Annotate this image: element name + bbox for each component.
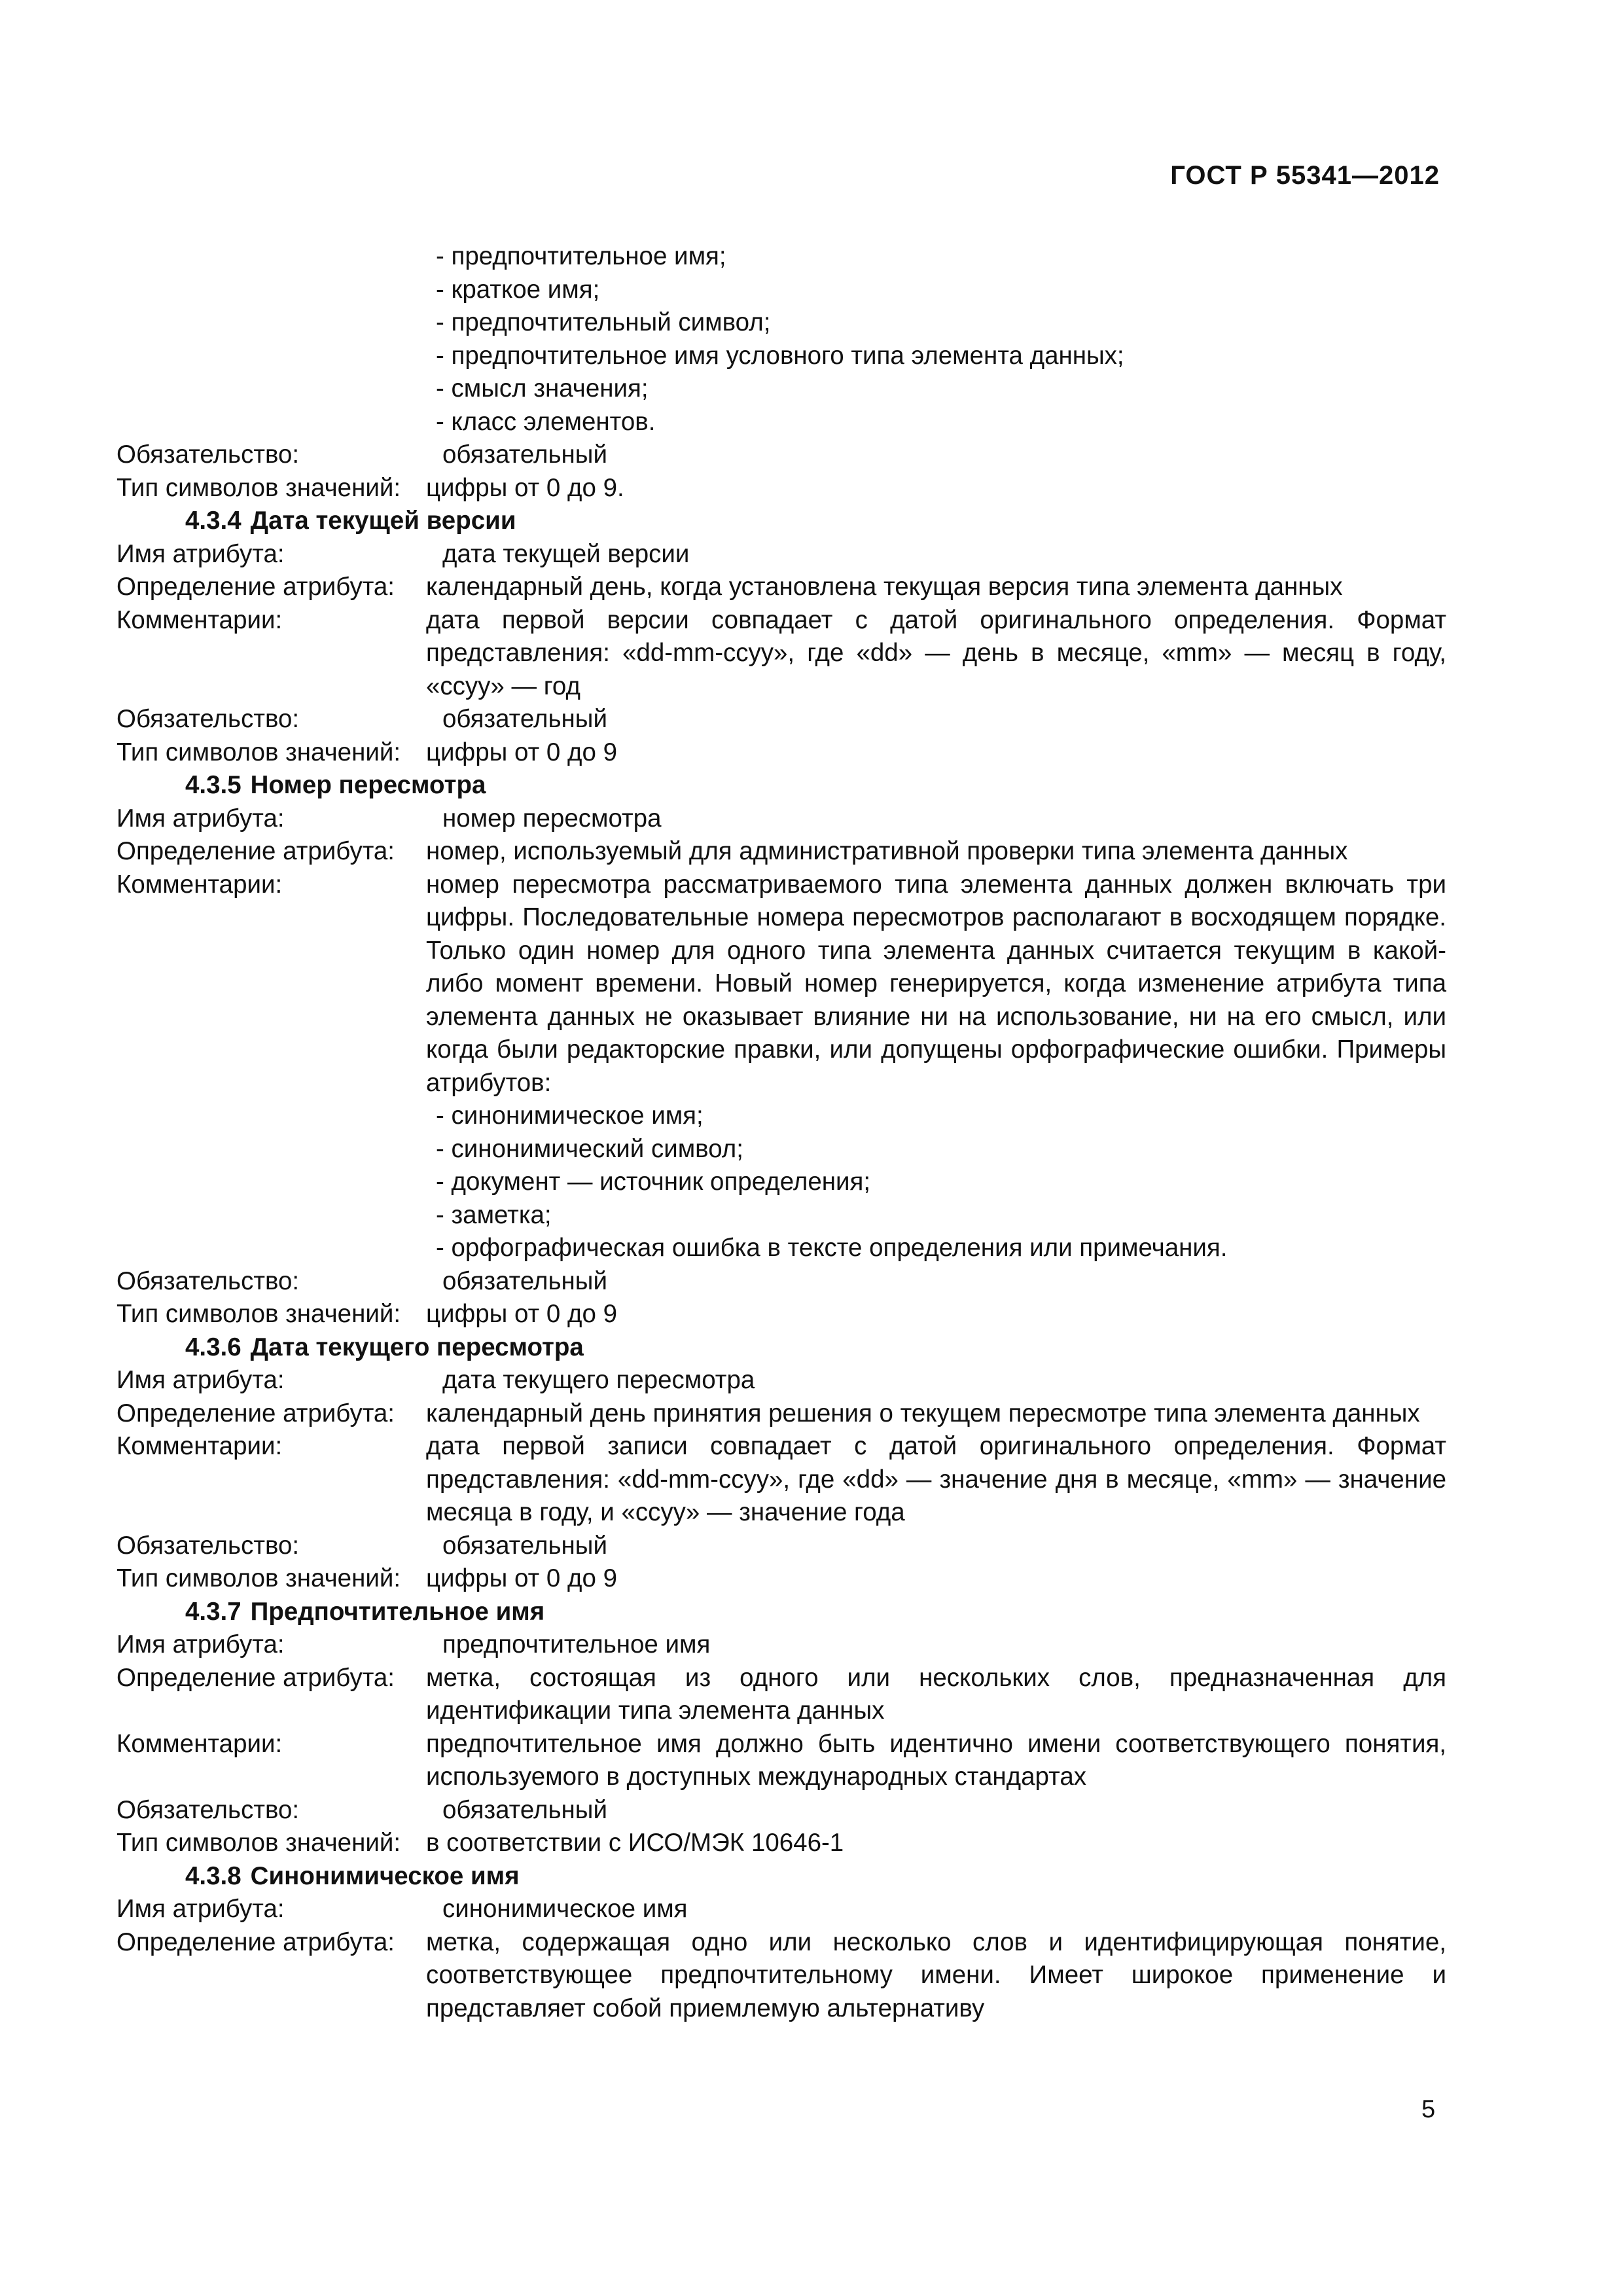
chartype-label: Тип символов значений: [116,473,401,502]
obligation-value: обязательный [442,1531,607,1560]
attribute-name-value: номер пересмотра [442,804,662,833]
comment-label: Комментарии: [116,1432,283,1460]
attribute-row [116,1265,1446,1299]
attribute-row [116,703,1446,736]
chartype-value: цифры от 0 до 9 [426,1564,618,1592]
chartype-value: в соответствии с ИСО/МЭК 10646-1 [426,1829,844,1857]
attribute-row [116,1530,1446,1563]
section-heading [116,505,1446,538]
attribute-row [116,736,1446,770]
attribute-row [116,1430,1446,1530]
attribute-row [116,1397,1446,1431]
section-number: 4.3.8 [185,1861,241,1890]
definition-label: Определение атрибута: [116,573,395,601]
attribute-name-label: Имя атрибута: [116,804,285,833]
comment-label: Комментарии: [116,1729,283,1758]
attribute-row [116,1298,1446,1331]
list-item: - класс элементов. [436,407,656,436]
attribute-row [116,1562,1446,1596]
list-item: - документ — источник определения; [436,1168,871,1196]
attribute-name-label: Имя атрибута: [116,1366,285,1394]
section-title: Предпочтительное имя [250,1597,545,1626]
obligation-label: Обязательство: [116,1531,300,1560]
attribute-name-value: дата текущей версии [442,539,690,568]
section-title: Дата текущего пересмотра [250,1333,584,1361]
definition-value: календарный день принятия решения о текущем пересмотре типа элемента данных [426,1399,1420,1427]
chartype-value: цифры от 0 до 9. [426,473,624,502]
attribute-row [116,802,1446,836]
attribute-name-label: Имя атрибута: [116,1630,285,1659]
section-title: Синонимическое имя [250,1861,520,1890]
chartype-value: цифры от 0 до 9 [426,1300,618,1328]
comment-value: дата первой записи совпадает с датой оригинального определения. Формат представления: «dd-mm-ccyy», где «dd» — значение дня в месяце, «mm» — значение месяца в году, и «ccyy» — значение года [426,1432,1446,1526]
attribute-row [116,1364,1446,1397]
attribute-row [116,1794,1446,1827]
chartype-label: Тип символов значений: [116,1829,401,1857]
attribute-row [116,1827,1446,1860]
attribute-row [116,1926,1446,2026]
definition-label: Определение атрибута: [116,837,395,865]
section-heading [116,1596,1446,1629]
chartype-label: Тип символов значений: [116,1300,401,1328]
attribute-row [116,472,1446,505]
attribute-row [116,1628,1446,1662]
definition-label: Определение атрибута: [116,1663,395,1692]
section-number: 4.3.7 [185,1597,241,1626]
obligation-value: обязательный [442,1795,607,1824]
obligation-label: Обязательство: [116,1266,300,1295]
chartype-label: Тип символов значений: [116,1564,401,1592]
list-item: - предпочтительное имя; [436,242,726,270]
list-item: - заметка; [436,1200,552,1229]
attribute-name-label: Имя атрибута: [116,539,285,568]
attribute-row [116,604,1446,704]
comment-value: дата первой версии совпадает с датой оригинального определения. Формат представления: «dd-mm-ccyy», где «dd» — день в месяце, «mm» — месяц в году, «ccyy» — год [426,605,1446,700]
list-item: - предпочтительное имя условного типа элемента данных; [436,341,1124,370]
list-item: - синонимическое имя; [436,1102,704,1130]
definition-label: Определение атрибута: [116,1928,395,1956]
attribute-name-value: предпочтительное имя [442,1630,711,1659]
section-title: Дата текущей версии [250,507,516,535]
obligation-label: Обязательство: [116,705,300,733]
obligation-value: обязательный [442,705,607,733]
definition-value: метка, состоящая из одного или нескольких слов, предназначенная для идентификации типа элемента данных [426,1663,1446,1725]
page-number: 5 [1421,2096,1436,2123]
definition-value: календарный день, когда установлена текущая версия типа элемента данных [426,573,1343,601]
section-number: 4.3.6 [185,1333,241,1361]
section-number: 4.3.4 [185,507,241,535]
section-heading [116,1860,1446,1893]
document-body [116,240,1446,2025]
comment-label: Комментарии: [116,870,283,899]
section-title: Номер пересмотра [250,771,486,799]
comment-label: Комментарии: [116,605,283,634]
attribute-row [116,1893,1446,1926]
obligation-value: обязательный [442,440,607,469]
section-heading [116,769,1446,802]
attribute-row [116,1728,1446,1794]
definition-value: номер, используемый для административной проверки типа элемента данных [426,837,1348,865]
attribute-row [116,439,1446,472]
obligation-label: Обязательство: [116,440,300,469]
list-item: - краткое имя; [436,275,600,304]
attribute-row [116,538,1446,571]
attribute-row [116,571,1446,604]
obligation-label: Обязательство: [116,1795,300,1824]
chartype-label: Тип символов значений: [116,738,401,766]
list-item: - синонимический символ; [436,1134,743,1163]
section-number: 4.3.5 [185,771,241,799]
list-item: - предпочтительный символ; [436,308,771,336]
definition-value: метка, содержащая одно или несколько слов и идентифицирующая понятие, соответствующее предпочтительному имени. Имеет широкое применение и представляет собой приемлемую альтернативу [426,1928,1446,2022]
list-item: - смысл значения; [436,374,649,403]
comment-value: номер пересмотра рассматриваемого типа элемента данных должен включать три цифры. Последовательные номера пересмотров располагают в восходящем порядке. Только один номер для одного типа элемента данных считается текущим в какой-либо момент времени. Новый номер генерируется, когда изменение атрибута типа элемента данных не оказывает влияние ни на использование, ни на его смысл, или когда были редакторские правки, или допущены орфографические ошибки. Примеры атрибутов: [426,870,1446,1097]
document-id: ГОСТ Р 55341—2012 [1170,161,1440,190]
obligation-value: обязательный [442,1266,607,1295]
attribute-name-value: дата текущего пересмотра [442,1366,755,1394]
attribute-row [116,1662,1446,1728]
attribute-name-value: синонимическое имя [442,1895,688,1923]
definition-label: Определение атрибута: [116,1399,395,1427]
comment-value: предпочтительное имя должно быть идентично имени соответствующего понятия, используемого в доступных международных стандартах [426,1729,1446,1791]
section-heading [116,1331,1446,1365]
attribute-row [116,869,1446,1100]
chartype-value: цифры от 0 до 9 [426,738,618,766]
attribute-row [116,835,1446,869]
list-item: - орфографическая ошибка в тексте определения или примечания. [436,1234,1228,1262]
attribute-name-label: Имя атрибута: [116,1895,285,1923]
